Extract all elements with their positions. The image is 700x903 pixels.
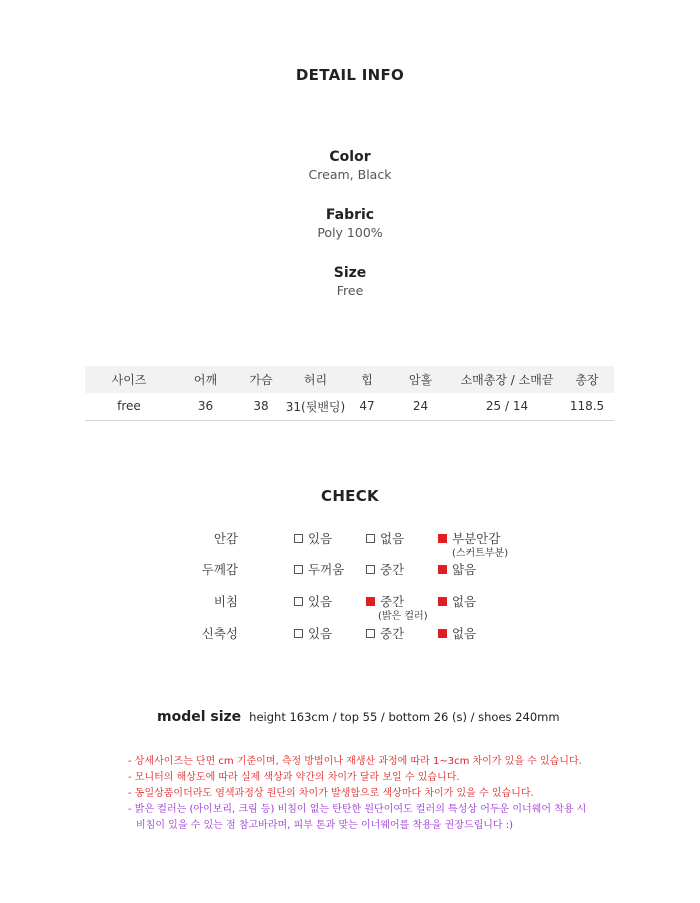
size-info: [0, 264, 700, 300]
model-size-info: [157, 706, 560, 725]
option-lining-no: [366, 529, 404, 547]
table-row: [85, 393, 614, 420]
table-header-cell: 소매총장 / 소매끝: [454, 366, 560, 393]
table-cell: 47: [347, 393, 387, 420]
option-label: 있음: [308, 594, 333, 609]
fabric-label: Fabric: [325, 207, 375, 223]
checkbox-empty-icon: [294, 565, 303, 574]
table-header-cell: 사이즈: [85, 366, 173, 393]
checkbox-filled-icon: [438, 597, 447, 606]
notice-line: - 모니터의 해상도에 따라 실제 색상과 약간의 차이가 달라 보일 수 있습니다.: [128, 772, 460, 783]
option-thickness-thin: [438, 560, 476, 578]
checkbox-empty-icon: [294, 534, 303, 543]
check-label-stretch: 신축성: [201, 626, 238, 641]
check-label-lining: 안감: [213, 531, 238, 546]
check-row-lining: [0, 529, 700, 559]
option-label: 두꺼움: [308, 562, 345, 577]
check-row-thickness: [0, 560, 700, 582]
option-label: 중간: [380, 626, 405, 641]
color-value: Cream, Black: [308, 167, 392, 182]
notice-line: - 밝은 컬러는 (아이보리, 크림 등) 비침이 없는 탄탄한 원단이여도 컬러의 특성상 어두운 이너웨어 착용 시: [128, 804, 587, 815]
checkbox-empty-icon: [294, 597, 303, 606]
option-stretch-yes: [294, 624, 332, 642]
checkbox-empty-icon: [366, 629, 375, 638]
table-cell: 118.5: [560, 393, 614, 420]
fabric-info: [0, 206, 700, 242]
check-label-thickness: 두께감: [201, 562, 238, 577]
option-label: 있음: [308, 626, 333, 641]
option-label: 부분안감: [452, 531, 501, 546]
table-cell: 36: [173, 393, 238, 420]
table-header-cell: 총장: [560, 366, 614, 393]
option-stretch-medium: [366, 624, 404, 642]
option-label: 없음: [452, 594, 477, 609]
model-size-text: height 163cm / top 55 / bottom 26 (s) / shoes 240mm: [249, 710, 560, 724]
table-header-cell: 가슴: [238, 366, 284, 393]
checkbox-filled-icon: [438, 629, 447, 638]
check-title: CHECK: [321, 487, 379, 505]
table-cell: free: [85, 393, 173, 420]
table-cell: 31(뒷밴딩): [284, 393, 347, 420]
table-cell: 24: [387, 393, 454, 420]
size-table: [85, 366, 614, 421]
table-cell: 25 / 14: [454, 393, 560, 420]
notice-list: [128, 754, 688, 834]
option-sublabel: (밝은 컬러): [378, 611, 428, 622]
option-label: 있음: [308, 531, 333, 546]
option-label: 중간: [380, 562, 405, 577]
checkbox-filled-icon: [366, 597, 375, 606]
checkbox-empty-icon: [366, 565, 375, 574]
checkbox-empty-icon: [366, 534, 375, 543]
option-sheer-no: [438, 592, 476, 610]
check-row-sheerness: [0, 592, 700, 622]
table-header-cell: 힙: [347, 366, 387, 393]
option-thickness-thick: [294, 560, 344, 578]
notice-line: 비침이 있을 수 있는 점 참고바라며, 피부 톤과 맞는 이너웨어를 착용을 권장드립니다 :): [136, 820, 514, 831]
option-label: 얇음: [452, 562, 477, 577]
size-table-header: [85, 366, 614, 393]
option-sublabel: (스커트부분): [452, 548, 509, 559]
checkbox-filled-icon: [438, 565, 447, 574]
color-info: [0, 148, 700, 184]
table-header-cell: 어깨: [173, 366, 238, 393]
option-label: 중간: [380, 594, 405, 609]
option-sheer-yes: [294, 592, 332, 610]
table-header-cell: 암홀: [387, 366, 454, 393]
size-label: Size: [333, 265, 367, 281]
fabric-value: Poly 100%: [317, 225, 383, 240]
table-cell: 38: [238, 393, 284, 420]
notice-line: - 동일상품이더라도 염색과정상 원단의 차이가 발생함으로 색상마다 차이가 있을 수 있습니다.: [128, 788, 534, 799]
option-thickness-medium: [366, 560, 404, 578]
option-label: 없음: [452, 626, 477, 641]
size-value: Free: [336, 283, 364, 298]
option-stretch-no: [438, 624, 476, 642]
color-label: Color: [329, 149, 371, 165]
option-label: 없음: [380, 531, 405, 546]
check-label-sheerness: 비침: [213, 594, 238, 609]
table-header-cell: 허리: [284, 366, 347, 393]
detail-info-title: DETAIL INFO: [295, 66, 405, 84]
checkbox-empty-icon: [294, 629, 303, 638]
check-row-stretch: [0, 624, 700, 646]
checkbox-filled-icon: [438, 534, 447, 543]
notice-line: - 상세사이즈는 단면 cm 기준이며, 측정 방법이나 재생산 과정에 따라 1~3cm 차이가 있을 수 있습니다.: [128, 756, 582, 767]
option-lining-yes: [294, 529, 332, 547]
model-size-label: model size: [157, 709, 242, 725]
